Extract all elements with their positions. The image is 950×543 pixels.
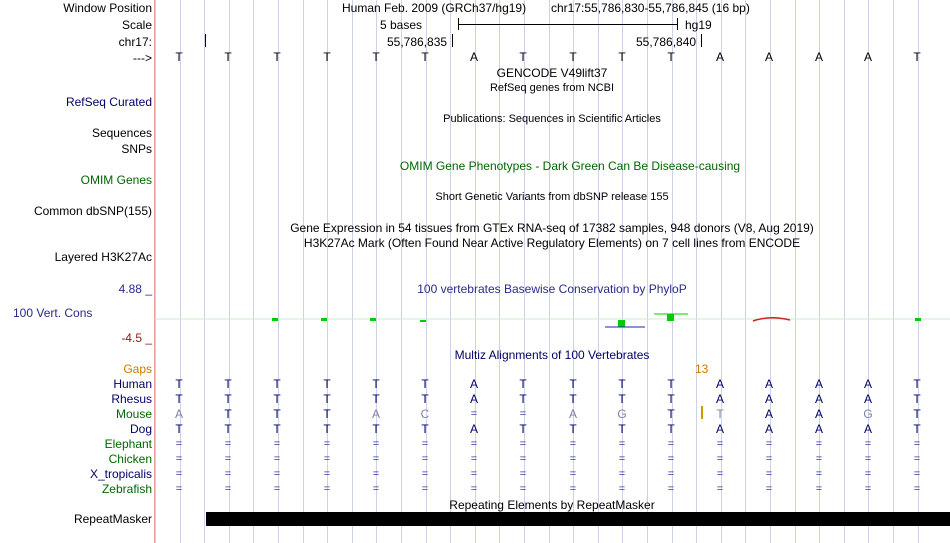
phylop-bar bbox=[618, 320, 625, 327]
species-base: = bbox=[224, 468, 232, 480]
species-base: = bbox=[618, 483, 626, 495]
omim-track-title: OMIM Gene Phenotypes - Dark Green Can Be Disease-causing bbox=[399, 159, 741, 173]
species-label: Dog bbox=[129, 422, 152, 436]
species-base: = bbox=[224, 438, 232, 450]
species-base: A bbox=[814, 422, 823, 436]
ruler-tick-b bbox=[701, 34, 702, 47]
species-base: T bbox=[224, 407, 232, 421]
species-base: = bbox=[864, 468, 872, 480]
species-base: = bbox=[864, 483, 872, 495]
species-base: T bbox=[667, 407, 675, 421]
species-base: = bbox=[273, 438, 281, 450]
phylop-bar bbox=[370, 318, 376, 321]
species-base: = bbox=[175, 468, 183, 480]
species-label: Zebrafish bbox=[101, 482, 152, 496]
species-base: A bbox=[371, 407, 380, 421]
species-label: X_tropicalis bbox=[89, 467, 152, 481]
dbsnp-track-label[interactable]: Common dbSNP(155) bbox=[33, 204, 152, 218]
species-base: T bbox=[273, 407, 281, 421]
omim-track-label[interactable]: OMIM Genes bbox=[80, 173, 152, 187]
h3k27ac-track-title: H3K27Ac Mark (Often Found Near Active Regulatory Elements) on 7 cell lines from ENCODE bbox=[303, 236, 801, 250]
species-base: T bbox=[273, 377, 281, 391]
species-base: = bbox=[224, 483, 232, 495]
species-base: T bbox=[224, 377, 232, 391]
species-base: T bbox=[273, 392, 281, 406]
label-separator-line bbox=[154, 0, 155, 543]
species-base: T bbox=[323, 422, 331, 436]
species-base: = bbox=[224, 453, 232, 465]
species-label: Rhesus bbox=[111, 392, 152, 406]
guide-line bbox=[401, 0, 402, 543]
species-base: A bbox=[469, 422, 478, 436]
reference-base: T bbox=[569, 50, 577, 64]
species-base: T bbox=[224, 392, 232, 406]
species-base: A bbox=[863, 422, 872, 436]
species-base: = bbox=[519, 408, 527, 420]
guide-line bbox=[795, 0, 796, 543]
species-base: = bbox=[470, 438, 478, 450]
species-base: T bbox=[667, 392, 675, 406]
species-base: = bbox=[765, 468, 773, 480]
ruler-position-a: 55,786,835 bbox=[387, 35, 448, 49]
species-base: = bbox=[175, 453, 183, 465]
species-base: = bbox=[519, 453, 527, 465]
species-base: T bbox=[667, 377, 675, 391]
species-base: = bbox=[421, 438, 429, 450]
insertion-marker bbox=[701, 406, 703, 419]
species-base: = bbox=[667, 438, 675, 450]
species-base: = bbox=[765, 453, 773, 465]
species-base: = bbox=[716, 453, 724, 465]
species-base: T bbox=[913, 377, 921, 391]
species-base: T bbox=[224, 422, 232, 436]
species-base: = bbox=[519, 483, 527, 495]
scale-label: Scale bbox=[121, 18, 152, 32]
guide-line bbox=[844, 0, 845, 543]
species-base: A bbox=[764, 392, 773, 406]
species-base: = bbox=[913, 468, 921, 480]
species-base: = bbox=[470, 468, 478, 480]
species-base: = bbox=[519, 438, 527, 450]
species-base: T bbox=[372, 422, 380, 436]
phylop-track-title: 100 vertebrates Basewise Conservation by PhyloP bbox=[417, 282, 687, 296]
species-base: = bbox=[569, 483, 577, 495]
species-base: T bbox=[323, 407, 331, 421]
refseq-track-label[interactable]: RefSeq Curated bbox=[65, 95, 152, 109]
reference-base: T bbox=[913, 50, 921, 64]
species-base: = bbox=[569, 453, 577, 465]
scale-bases: 5 bases bbox=[380, 18, 423, 32]
reference-base: T bbox=[323, 50, 331, 64]
reference-base: A bbox=[715, 50, 724, 64]
species-base: = bbox=[667, 483, 675, 495]
species-base: = bbox=[667, 453, 675, 465]
scale-bar-left-tick bbox=[458, 18, 459, 30]
species-base: = bbox=[864, 438, 872, 450]
species-base: = bbox=[618, 438, 626, 450]
species-base: A bbox=[715, 377, 724, 391]
species-base: = bbox=[273, 483, 281, 495]
ruler-position-b: 55,786,840 bbox=[636, 35, 697, 49]
phylop-bar bbox=[667, 314, 674, 321]
phylop-signal-plot bbox=[155, 305, 950, 335]
phylop-max-value: 4.88 _ bbox=[118, 282, 152, 296]
species-base: = bbox=[372, 468, 380, 480]
species-base: = bbox=[421, 468, 429, 480]
species-base: A bbox=[568, 407, 577, 421]
reference-base: T bbox=[519, 50, 527, 64]
species-base: T bbox=[716, 407, 724, 421]
species-base: = bbox=[618, 453, 626, 465]
species-base: T bbox=[618, 377, 626, 391]
guide-line bbox=[696, 0, 697, 543]
guide-line bbox=[352, 0, 353, 543]
species-base: = bbox=[913, 438, 921, 450]
species-base: A bbox=[863, 377, 872, 391]
repeatmasker-bar[interactable] bbox=[206, 512, 950, 526]
species-base: = bbox=[569, 438, 577, 450]
gap-count: 13 bbox=[695, 362, 709, 376]
species-base: T bbox=[273, 422, 281, 436]
species-base: = bbox=[421, 453, 429, 465]
species-base: A bbox=[764, 422, 773, 436]
scale-assembly: hg19 bbox=[685, 18, 712, 32]
refseq-track-subtitle: RefSeq genes from NCBI bbox=[489, 82, 615, 94]
species-base: = bbox=[913, 453, 921, 465]
species-base: = bbox=[765, 483, 773, 495]
reference-base: T bbox=[224, 50, 232, 64]
species-base: T bbox=[913, 392, 921, 406]
species-base: A bbox=[764, 407, 773, 421]
species-base: T bbox=[372, 377, 380, 391]
species-base: A bbox=[814, 377, 823, 391]
reference-base: A bbox=[863, 50, 872, 64]
reference-base: A bbox=[764, 50, 773, 64]
ruler-tick-start bbox=[205, 34, 206, 47]
species-base: = bbox=[667, 468, 675, 480]
species-base: = bbox=[864, 453, 872, 465]
species-base: = bbox=[175, 483, 183, 495]
guide-line bbox=[155, 0, 156, 543]
species-base: = bbox=[175, 438, 183, 450]
species-base: T bbox=[175, 422, 183, 436]
multiz-track-title: Multiz Alignments of 100 Vertebrates bbox=[454, 348, 650, 362]
species-base: T bbox=[372, 392, 380, 406]
species-base: T bbox=[519, 377, 527, 391]
reference-base: A bbox=[469, 50, 478, 64]
guide-line bbox=[745, 0, 746, 543]
species-base: A bbox=[814, 392, 823, 406]
species-base: = bbox=[470, 408, 478, 420]
reference-base: A bbox=[814, 50, 823, 64]
gtex-track-title: Gene Expression in 54 tissues from GTEx RNA-seq of 17382 samples, 948 donors (V8, Aug 2019) bbox=[290, 221, 814, 235]
species-base: = bbox=[323, 453, 331, 465]
reference-base: T bbox=[372, 50, 380, 64]
species-base: T bbox=[323, 377, 331, 391]
species-base: A bbox=[715, 422, 724, 436]
guide-line bbox=[253, 0, 254, 543]
window-position-label: Window Position bbox=[63, 1, 152, 15]
phylop-bar bbox=[272, 318, 278, 321]
species-base: = bbox=[618, 468, 626, 480]
species-base: = bbox=[716, 438, 724, 450]
species-base: T bbox=[175, 392, 183, 406]
guide-line bbox=[647, 0, 648, 543]
species-base: G bbox=[863, 407, 873, 421]
species-base: = bbox=[815, 453, 823, 465]
species-label: Human bbox=[113, 377, 152, 391]
guide-line bbox=[204, 0, 205, 543]
h3k27ac-track-label[interactable]: Layered H3K27Ac bbox=[54, 250, 152, 264]
chrom-label: chr17: bbox=[118, 35, 152, 49]
gaps-label: Gaps bbox=[123, 362, 152, 376]
species-base: T bbox=[421, 422, 429, 436]
repeatmasker-track-label[interactable]: RepeatMasker bbox=[73, 512, 152, 526]
species-base: = bbox=[765, 438, 773, 450]
publications-track-title: Publications: Sequences in Scientific Articles bbox=[443, 113, 661, 125]
phylop-bar bbox=[321, 318, 327, 321]
species-base: = bbox=[913, 483, 921, 495]
reference-base: T bbox=[175, 50, 183, 64]
species-label: Chicken bbox=[108, 452, 152, 466]
species-base: = bbox=[716, 483, 724, 495]
species-label: Elephant bbox=[104, 437, 152, 451]
species-base: = bbox=[519, 468, 527, 480]
species-base: = bbox=[372, 483, 380, 495]
species-base: = bbox=[372, 438, 380, 450]
guide-line bbox=[303, 0, 304, 543]
species-base: T bbox=[667, 422, 675, 436]
species-base: T bbox=[618, 392, 626, 406]
gencode-track-title[interactable]: GENCODE V49lift37 bbox=[496, 66, 608, 80]
species-base: = bbox=[815, 438, 823, 450]
assembly-name: Human Feb. 2009 (GRCh37/hg19) bbox=[342, 1, 527, 15]
species-base: = bbox=[323, 468, 331, 480]
species-base: T bbox=[421, 392, 429, 406]
reference-base: T bbox=[618, 50, 626, 64]
reference-base: T bbox=[421, 50, 429, 64]
species-base: A bbox=[469, 392, 478, 406]
phylop-bar bbox=[420, 320, 426, 322]
species-base: A bbox=[764, 377, 773, 391]
species-label: Mouse bbox=[115, 407, 152, 421]
species-base: = bbox=[815, 483, 823, 495]
phylop-track-label[interactable]: 100 Vert. Cons bbox=[13, 306, 93, 320]
snps-track-label[interactable]: SNPs bbox=[121, 142, 152, 156]
species-base: T bbox=[519, 392, 527, 406]
ruler-tick-a bbox=[452, 34, 453, 47]
strand-label: ---> bbox=[133, 51, 152, 65]
species-base: = bbox=[470, 453, 478, 465]
scale-bar bbox=[458, 24, 678, 25]
species-base: T bbox=[519, 422, 527, 436]
repeatmasker-track-title: Repeating Elements by RepeatMasker bbox=[449, 498, 655, 512]
species-base: = bbox=[470, 483, 478, 495]
reference-base: T bbox=[273, 50, 281, 64]
species-base: T bbox=[323, 392, 331, 406]
sequences-track-label[interactable]: Sequences bbox=[91, 126, 152, 140]
species-base: C bbox=[420, 407, 430, 421]
species-base: T bbox=[569, 422, 577, 436]
species-base: = bbox=[716, 468, 724, 480]
guide-line bbox=[893, 0, 894, 543]
species-base: = bbox=[569, 468, 577, 480]
species-base: T bbox=[175, 377, 183, 391]
species-base: A bbox=[469, 377, 478, 391]
species-base: = bbox=[323, 483, 331, 495]
species-base: A bbox=[174, 407, 183, 421]
dbsnp-track-title: Short Genetic Variants from dbSNP release 155 bbox=[435, 191, 669, 203]
species-base: = bbox=[372, 453, 380, 465]
species-base: T bbox=[913, 407, 921, 421]
reference-base: T bbox=[667, 50, 675, 64]
species-base: T bbox=[569, 392, 577, 406]
window-coordinates[interactable]: chr17:55,786,830-55,786,845 (16 bp) bbox=[551, 1, 750, 15]
species-base: A bbox=[863, 392, 872, 406]
guide-line bbox=[450, 0, 451, 543]
species-base: T bbox=[913, 422, 921, 436]
species-base: T bbox=[618, 422, 626, 436]
species-base: A bbox=[814, 407, 823, 421]
species-base: = bbox=[323, 438, 331, 450]
species-base: = bbox=[421, 483, 429, 495]
species-base: G bbox=[617, 407, 627, 421]
phylop-min-value: -4.5 _ bbox=[121, 331, 152, 345]
species-base: T bbox=[569, 377, 577, 391]
phylop-bar bbox=[915, 318, 921, 321]
species-base: T bbox=[421, 377, 429, 391]
species-base: = bbox=[815, 468, 823, 480]
species-base: A bbox=[715, 392, 724, 406]
species-base: = bbox=[273, 453, 281, 465]
scale-bar-right-tick bbox=[677, 18, 678, 30]
species-base: = bbox=[273, 468, 281, 480]
